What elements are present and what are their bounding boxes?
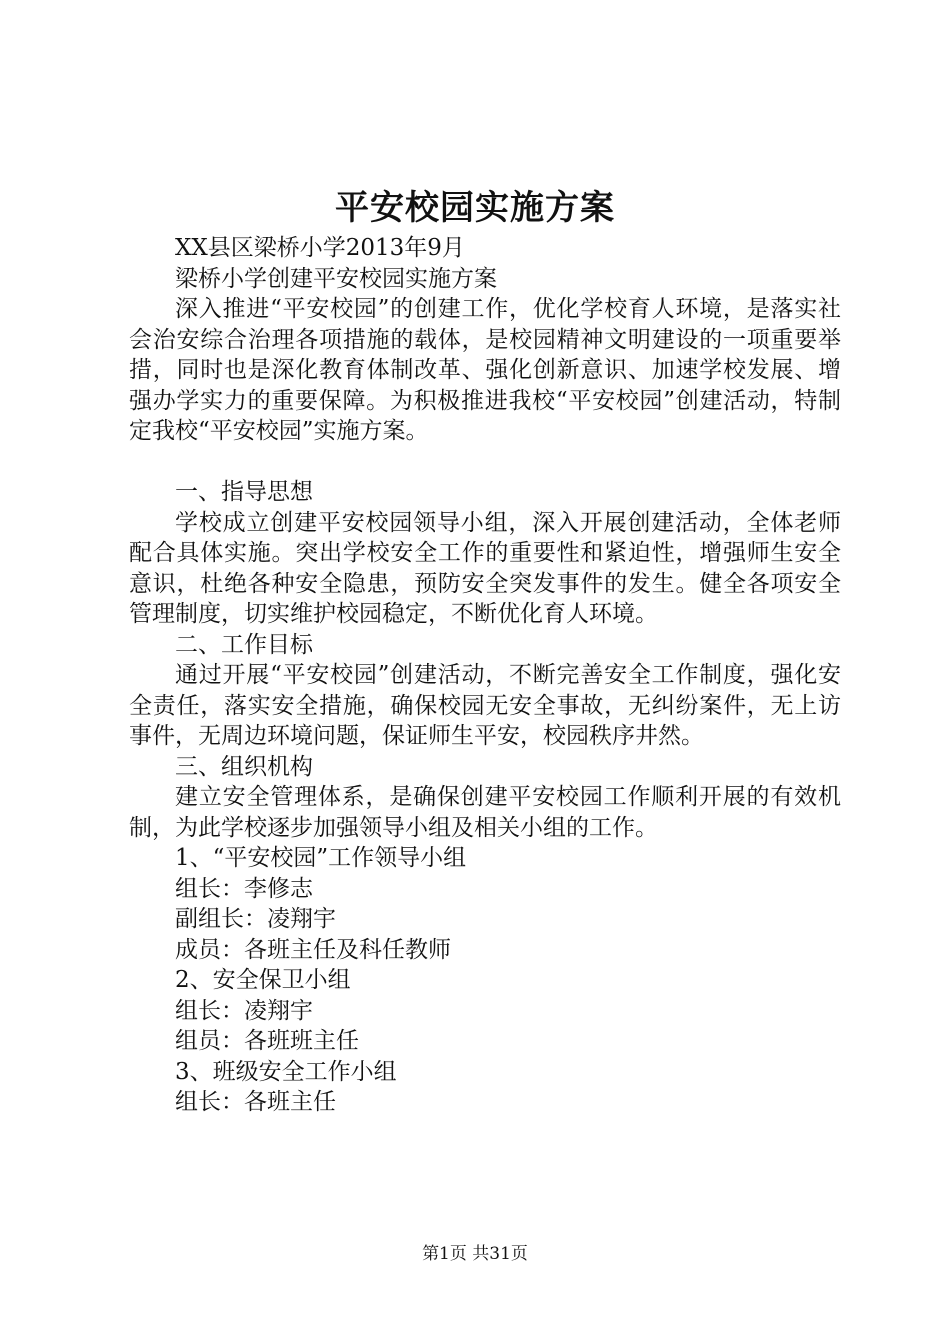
section-organization-text: 建立安全管理体系，是确保创建平安校园工作顺利开展的有效机制，为此学校逐步加强领导小组及相关小组的工作。	[129, 784, 841, 841]
section-heading-organization: 三、组织机构	[175, 753, 313, 780]
group-leadership-members: 成员：各班主任及科任教师	[175, 936, 451, 963]
group-class-leader: 组长：各班主任	[175, 1089, 336, 1115]
section-heading-guiding-thought: 一、指导思想	[175, 479, 313, 505]
document-subtitle: 梁桥小学创建平安校园实施方案	[175, 265, 497, 292]
document-body	[129, 233, 841, 1118]
paragraph-gap	[129, 447, 841, 478]
header-line: XX县区梁桥小学2013年9月	[175, 235, 465, 261]
group-leadership-deputy: 副组长：凌翔宇	[175, 906, 336, 932]
section-guiding-thought-text: 学校成立创建平安校园领导小组，深入开展创建活动，全体老师配合具体实施。突出学校安全工作的重要性和紧迫性，增强师生安全意识，杜绝各种安全隐患，预防安全突发事件的发生。健全各项安全管理制度，切实维护校园稳定，不断优化育人环境。	[129, 509, 841, 627]
section-work-goals-text: 通过开展“平安校园”创建活动，不断完善安全工作制度，强化安全责任，落实安全措施，确保校园无安全事故，无纠纷案件，无上访事件，无周边环境问题，保证师生平安，校园秩序井然。	[129, 662, 841, 749]
group-leadership-title: 1、“平安校园”工作领导小组	[175, 845, 467, 871]
group-security-members: 组员：各班班主任	[175, 1028, 359, 1054]
document-title: 平安校园实施方案	[335, 188, 615, 228]
section-heading-work-goals: 二、工作目标	[175, 631, 313, 658]
group-leadership-leader: 组长：李修志	[175, 875, 313, 902]
group-security-title: 2、安全保卫小组	[175, 967, 351, 993]
page-footer: 第1页 共31页	[422, 1244, 528, 1264]
group-class-title: 3、班级安全工作小组	[175, 1058, 397, 1085]
group-security-leader: 组长：凌翔宇	[175, 997, 313, 1024]
intro-paragraph: 深入推进“平安校园”的创建工作，优化学校育人环境，是落实社会治安综合治理各项措施的载体，是校园精神文明建设的一项重要举措，同时也是深化教育体制改革、强化创新意识、加速学校发展、增强办学实力的重要保障。为积极推进我校“平安校园”创建活动，特制定我校“平安校园”实施方案。	[129, 296, 841, 444]
